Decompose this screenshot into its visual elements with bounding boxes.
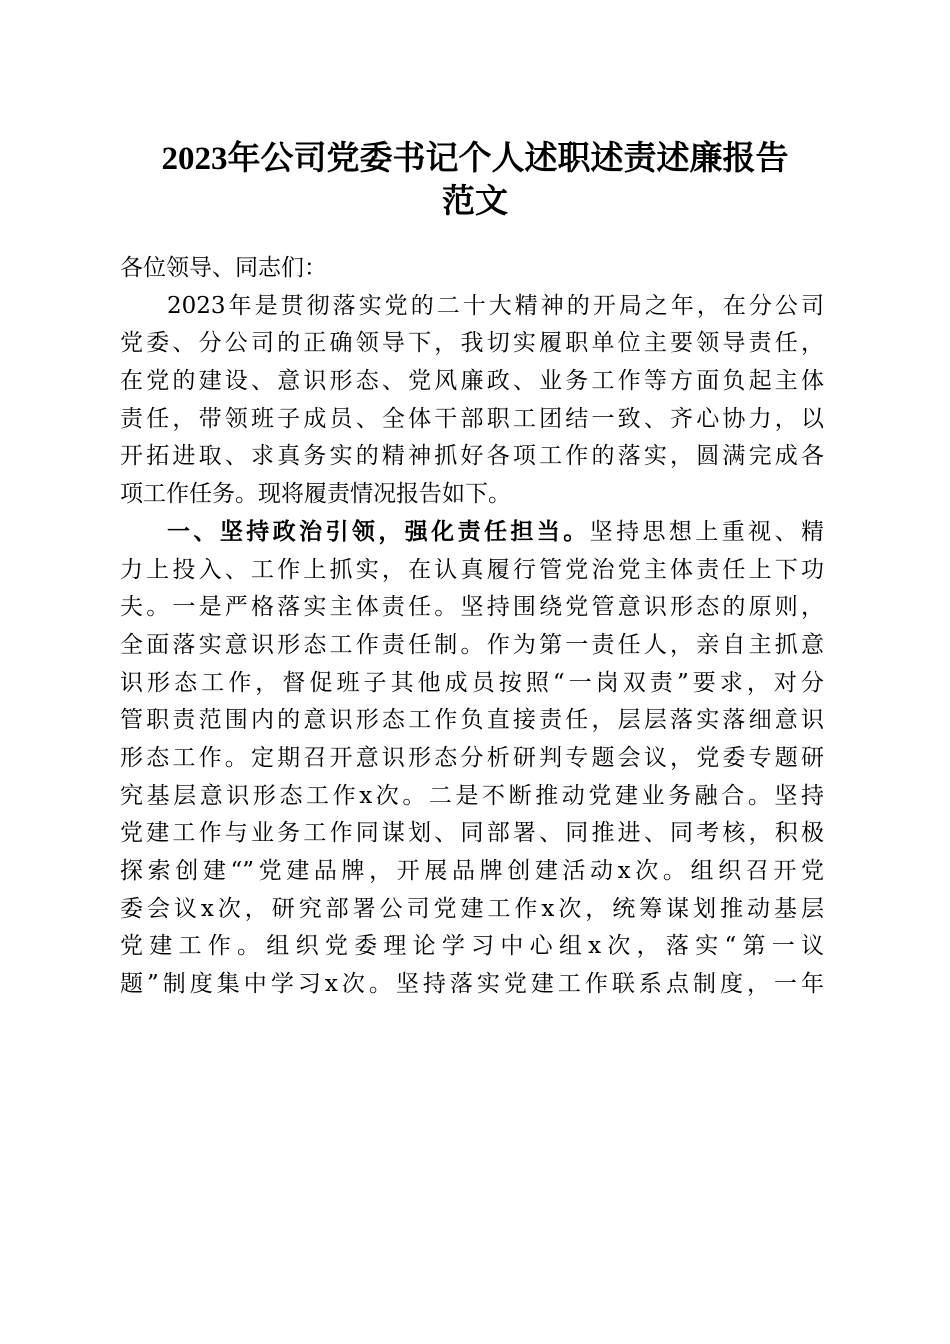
title-line-2: 范文 — [442, 184, 508, 220]
paragraph-line: 在党的建设、意识形态、党风廉政、业务工作等方面负起主体 — [120, 368, 824, 395]
paragraph-line: 识形态工作，督促班子其他成员按照“一岗双责”要求，对分 — [120, 669, 824, 696]
section-heading: 一、坚持政治引领，强化责任担当。 — [167, 518, 590, 545]
paragraph-line: 项工作任务。现将履责情况报告如下。 — [120, 481, 511, 508]
paragraph-line: 2023年是贯彻落实党的二十大精神的开局之年，在分公司 — [167, 292, 824, 319]
paragraph-line: 究基层意识形态工作x次。二是不断推动党建业务融合。坚持 — [120, 782, 824, 809]
paragraph-section-1 — [120, 514, 824, 1004]
salutation: 各位领导、同志们： — [120, 255, 327, 281]
paragraph-line: 全面落实意识形态工作责任制。作为第一责任人，亲自主抓意 — [120, 631, 824, 658]
paragraph-line: 开拓进取、求真务实的精神抓好各项工作的落实，圆满完成各 — [120, 443, 824, 470]
paragraph-line: 委会议x次，研究部署公司党建工作x次，统筹谋划推动基层 — [120, 895, 824, 922]
paragraph-line: 题”制度集中学习x次。坚持落实党建工作联系点制度，一年 — [120, 971, 824, 998]
paragraph-intro — [120, 288, 824, 514]
paragraph-line: 夫。一是严格落实主体责任。坚持围绕党管意识形态的原则， — [120, 594, 824, 621]
title-line-1: 2023年公司党委书记个人述职述责述廉报告 — [161, 141, 789, 177]
paragraph-line: 管职责范围内的意识形态工作负直接责任，层层落实落细意识 — [120, 707, 824, 734]
document-title — [120, 138, 830, 224]
document-body — [120, 250, 824, 1004]
paragraph-line: 责任，带领班子成员、全体干部职工团结一致、齐心协力，以 — [120, 405, 824, 432]
paragraph-line: 形态工作。定期召开意识形态分析研判专题会议，党委专题研 — [120, 744, 824, 771]
paragraph-line: 党委、分公司的正确领导下，我切实履职单位主要领导责任， — [120, 330, 824, 357]
paragraph-line — [120, 514, 824, 552]
paragraph-line: 力上投入、工作上抓实，在认真履行管党治党主体责任上下功 — [120, 556, 824, 583]
paragraph-line: 党建工作与业务工作同谋划、同部署、同推进、同考核，积极 — [120, 820, 824, 847]
section-heading-rest: 坚持思想上重视、精 — [589, 518, 825, 545]
paragraph-line: 探索创建“”党建品牌，开展品牌创建活动x次。组织召开党 — [120, 858, 824, 884]
paragraph-line: 党建工作。组织党委理论学习中心组x次，落实“第一议 — [120, 933, 824, 960]
